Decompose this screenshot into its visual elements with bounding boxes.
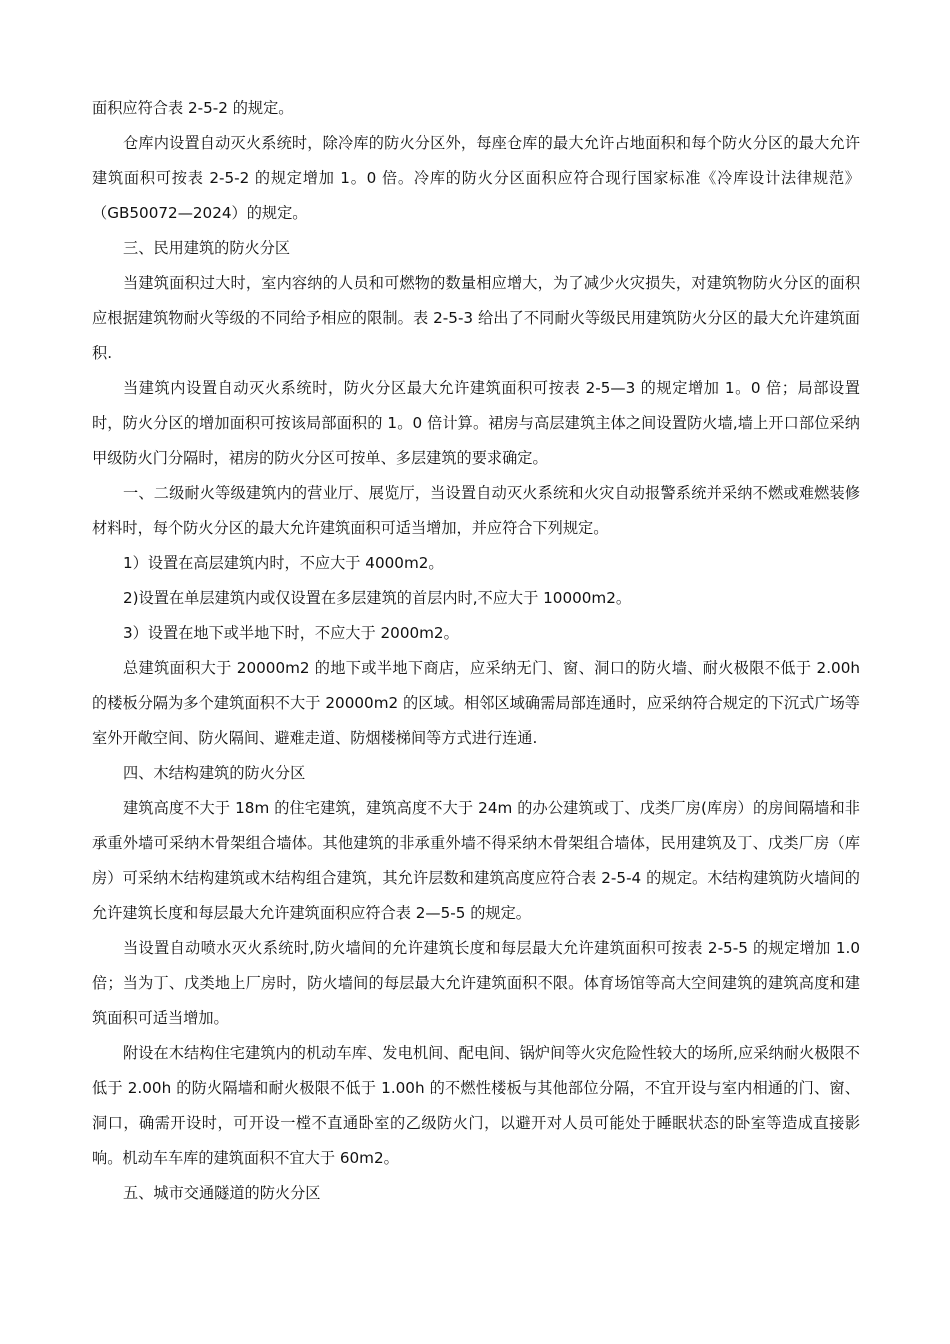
list-item-2: 2)设置在单层建筑内或仅设置在多层建筑的首层内时,不应大于 10000m2。 xyxy=(123,589,632,607)
paragraph-underground-shops: 总建筑面积大于 20000m2 的地下或半地下商店，应采纳无门、窗、洞口的防火墙、耐火极限不低于 2.00h 的楼板分隔为多个建筑面积不大于 20000m2 的区域。相邻区域确需局部连通时，应采纳符合规定的下沉式广场等室外开敞空间、防火隔间、避难走道、防烟楼梯间等方式进行连通. xyxy=(92,659,865,747)
paragraph-timber-garage: 附设在木结构住宅建筑内的机动车库、发电机间、配电间、锅炉间等火灾危险性较大的场所,应采纳耐火极限不低于 2.00h 的防火隔墙和耐火极限不低于 1.00h 的不燃性楼板与其他部位分隔，不宜开设与室内相通的门、窗、洞口，确需开设时，可开设一樘不直通卧室的乙级防火门，以避开对人员可能处于睡眠状态的卧室等造成直接影响。机动车车库的建筑面积不宜大于 60m2。 xyxy=(92,1044,860,1167)
section-heading-timber: 四、木结构建筑的防火分区 xyxy=(123,764,306,782)
paragraph-timber-walls: 建筑高度不大于 18m 的住宅建筑，建筑高度不大于 24m 的办公建筑或丁、戊类厂房(库房）的房间隔墙和非承重外墙可采纳木骨架组合墙体。其他建筑的非承重外墙不得采纳木骨架组合墙体，民用建筑及丁、戊类厂房（库房）可采纳木结构建筑或木结构组合建筑，其允许层数和建筑高度应符合表 2-5-4 的规定。木结构建筑防火墙间的允许建筑长度和每层最大允许建筑面积应符合表 2—5-5 的规定。 xyxy=(92,799,860,922)
list-item-1: 1）设置在高层建筑内时，不应大于 4000m2。 xyxy=(123,554,444,572)
paragraph-halls: 一、二级耐火等级建筑内的营业厅、展览厅，当设置自动灭火系统和火灾自动报警系统并采纳不燃或难燃装修材料时，每个防火分区的最大允许建筑面积可适当增加，并应符合下列规定。 xyxy=(92,484,860,537)
list-item-3: 3）设置在地下或半地下时，不应大于 2000m2。 xyxy=(123,624,459,642)
paragraph-warehouse-sprinkler: 仓库内设置自动灭火系统时，除冷库的防火分区外，每座仓库的最大允许占地面积和每个防火分区的最大允许建筑面积可按表 2-5-2 的规定增加 1。0 倍。冷库的防火分区面积应符合现行国家标准《冷库设计法律规范》（GB50072—2024）的规定。 xyxy=(92,134,860,222)
section-heading-tunnels: 五、城市交通隧道的防火分区 xyxy=(123,1184,321,1202)
paragraph-civil-sprinkler: 当建筑内设置自动灭火系统时，防火分区最大允许建筑面积可按表 2-5—3 的规定增加 1。0 倍；局部设置时，防火分区的增加面积可按该局部面积的 1。0 倍计算。裙房与高层建筑主体之间设置防火墙,墙上开口部位采纳甲级防火门分隔时，裙房的防火分区可按单、多层建筑的要求确定。 xyxy=(92,379,860,467)
section-heading-civil-buildings: 三、民用建筑的防火分区 xyxy=(123,239,291,257)
document-body xyxy=(92,91,865,1211)
paragraph-civil-area-limit: 当建筑面积过大时，室内容纳的人员和可燃物的数量相应增大，为了减少火灾损失，对建筑物防火分区的面积应根据建筑物耐火等级的不同给予相应的限制。表 2-5-3 给出了不同耐火等级民用建筑防火分区的最大允许建筑面积. xyxy=(92,274,860,362)
paragraph-timber-sprinkler: 当设置自动喷水灭火系统时,防火墙间的允许建筑长度和每层最大允许建筑面积可按表 2-5-5 的规定增加 1.0 倍；当为丁、戊类地上厂房时，防火墙间的每层最大允许建筑面积不限。体育场馆等高大空间建筑的建筑高度和建筑面积可适当增加。 xyxy=(92,939,865,1027)
paragraph-continuation: 面积应符合表 2-5-2 的规定。 xyxy=(92,99,294,117)
